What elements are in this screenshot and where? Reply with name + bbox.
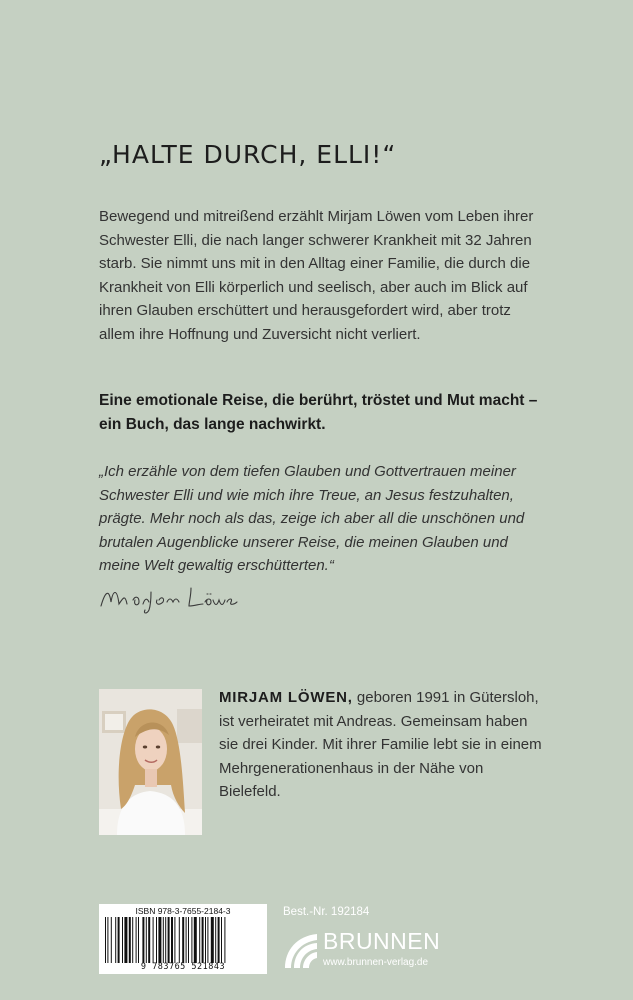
author-photo (99, 689, 202, 835)
book-title: „HALTE DURCH, ELLI!“ (99, 140, 397, 169)
author-name: MIRJAM LÖWEN, (219, 689, 353, 706)
isbn-label: ISBN 978-3-7655-2184-3 (135, 906, 231, 916)
best-nr: Best.-Nr. 192184 (283, 906, 370, 918)
publisher-name: BRUNNEN (323, 928, 441, 954)
ean-digits: 9 783765 521843 (140, 962, 226, 972)
isbn-barcode (99, 904, 267, 974)
book-blurb: Bewegend und mitreißend erzählt Mirjam Löwen vom Leben ihrer Schwester Elli, die nach langer schwerer Krankheit mit 32 Jahren starb. Sie nimmt uns mit in den Alltag einer Familie, die durch die Krankheit von Elli körperlich und seelisch, aber auch im Blick auf ihren Glauben erschüttert und herausgefordert wird, aber trotz allem ihre Hoffnung und Zuversicht nicht verliert. (99, 208, 534, 343)
author-signature (99, 580, 239, 616)
author-quote: „Ich erzähle von dem tiefen Glauben und Gottvertrauen meiner Schwester Elli und wie mich ihre Treue, an Jesus festzuhalten, prägte. Mehr noch als das, zeige ich aber all die unschönen und brutalen Augenblicke unserer Reise, die meinen Glauben und meine Welt gewaltig erschütterten.“ (99, 463, 525, 574)
book-tagline: Eine emotionale Reise, die berührt, tröstet und Mut macht – ein Buch, das lange nachwirkt. (99, 392, 538, 433)
author-bio-text: geboren 1991 in Gütersloh, ist verheiratet mit Andreas. Gemeinsam haben sie drei Kinder. Mit ihrer Familie lebt sie in einem Mehrgenerationenhaus in der Nähe von Bielefeld. (219, 689, 542, 800)
brunnen-logo-icon (283, 930, 319, 970)
author-bio (219, 686, 549, 804)
barcode-icon (103, 917, 263, 963)
publisher-url: www.brunnen-verlag.de (323, 957, 429, 968)
